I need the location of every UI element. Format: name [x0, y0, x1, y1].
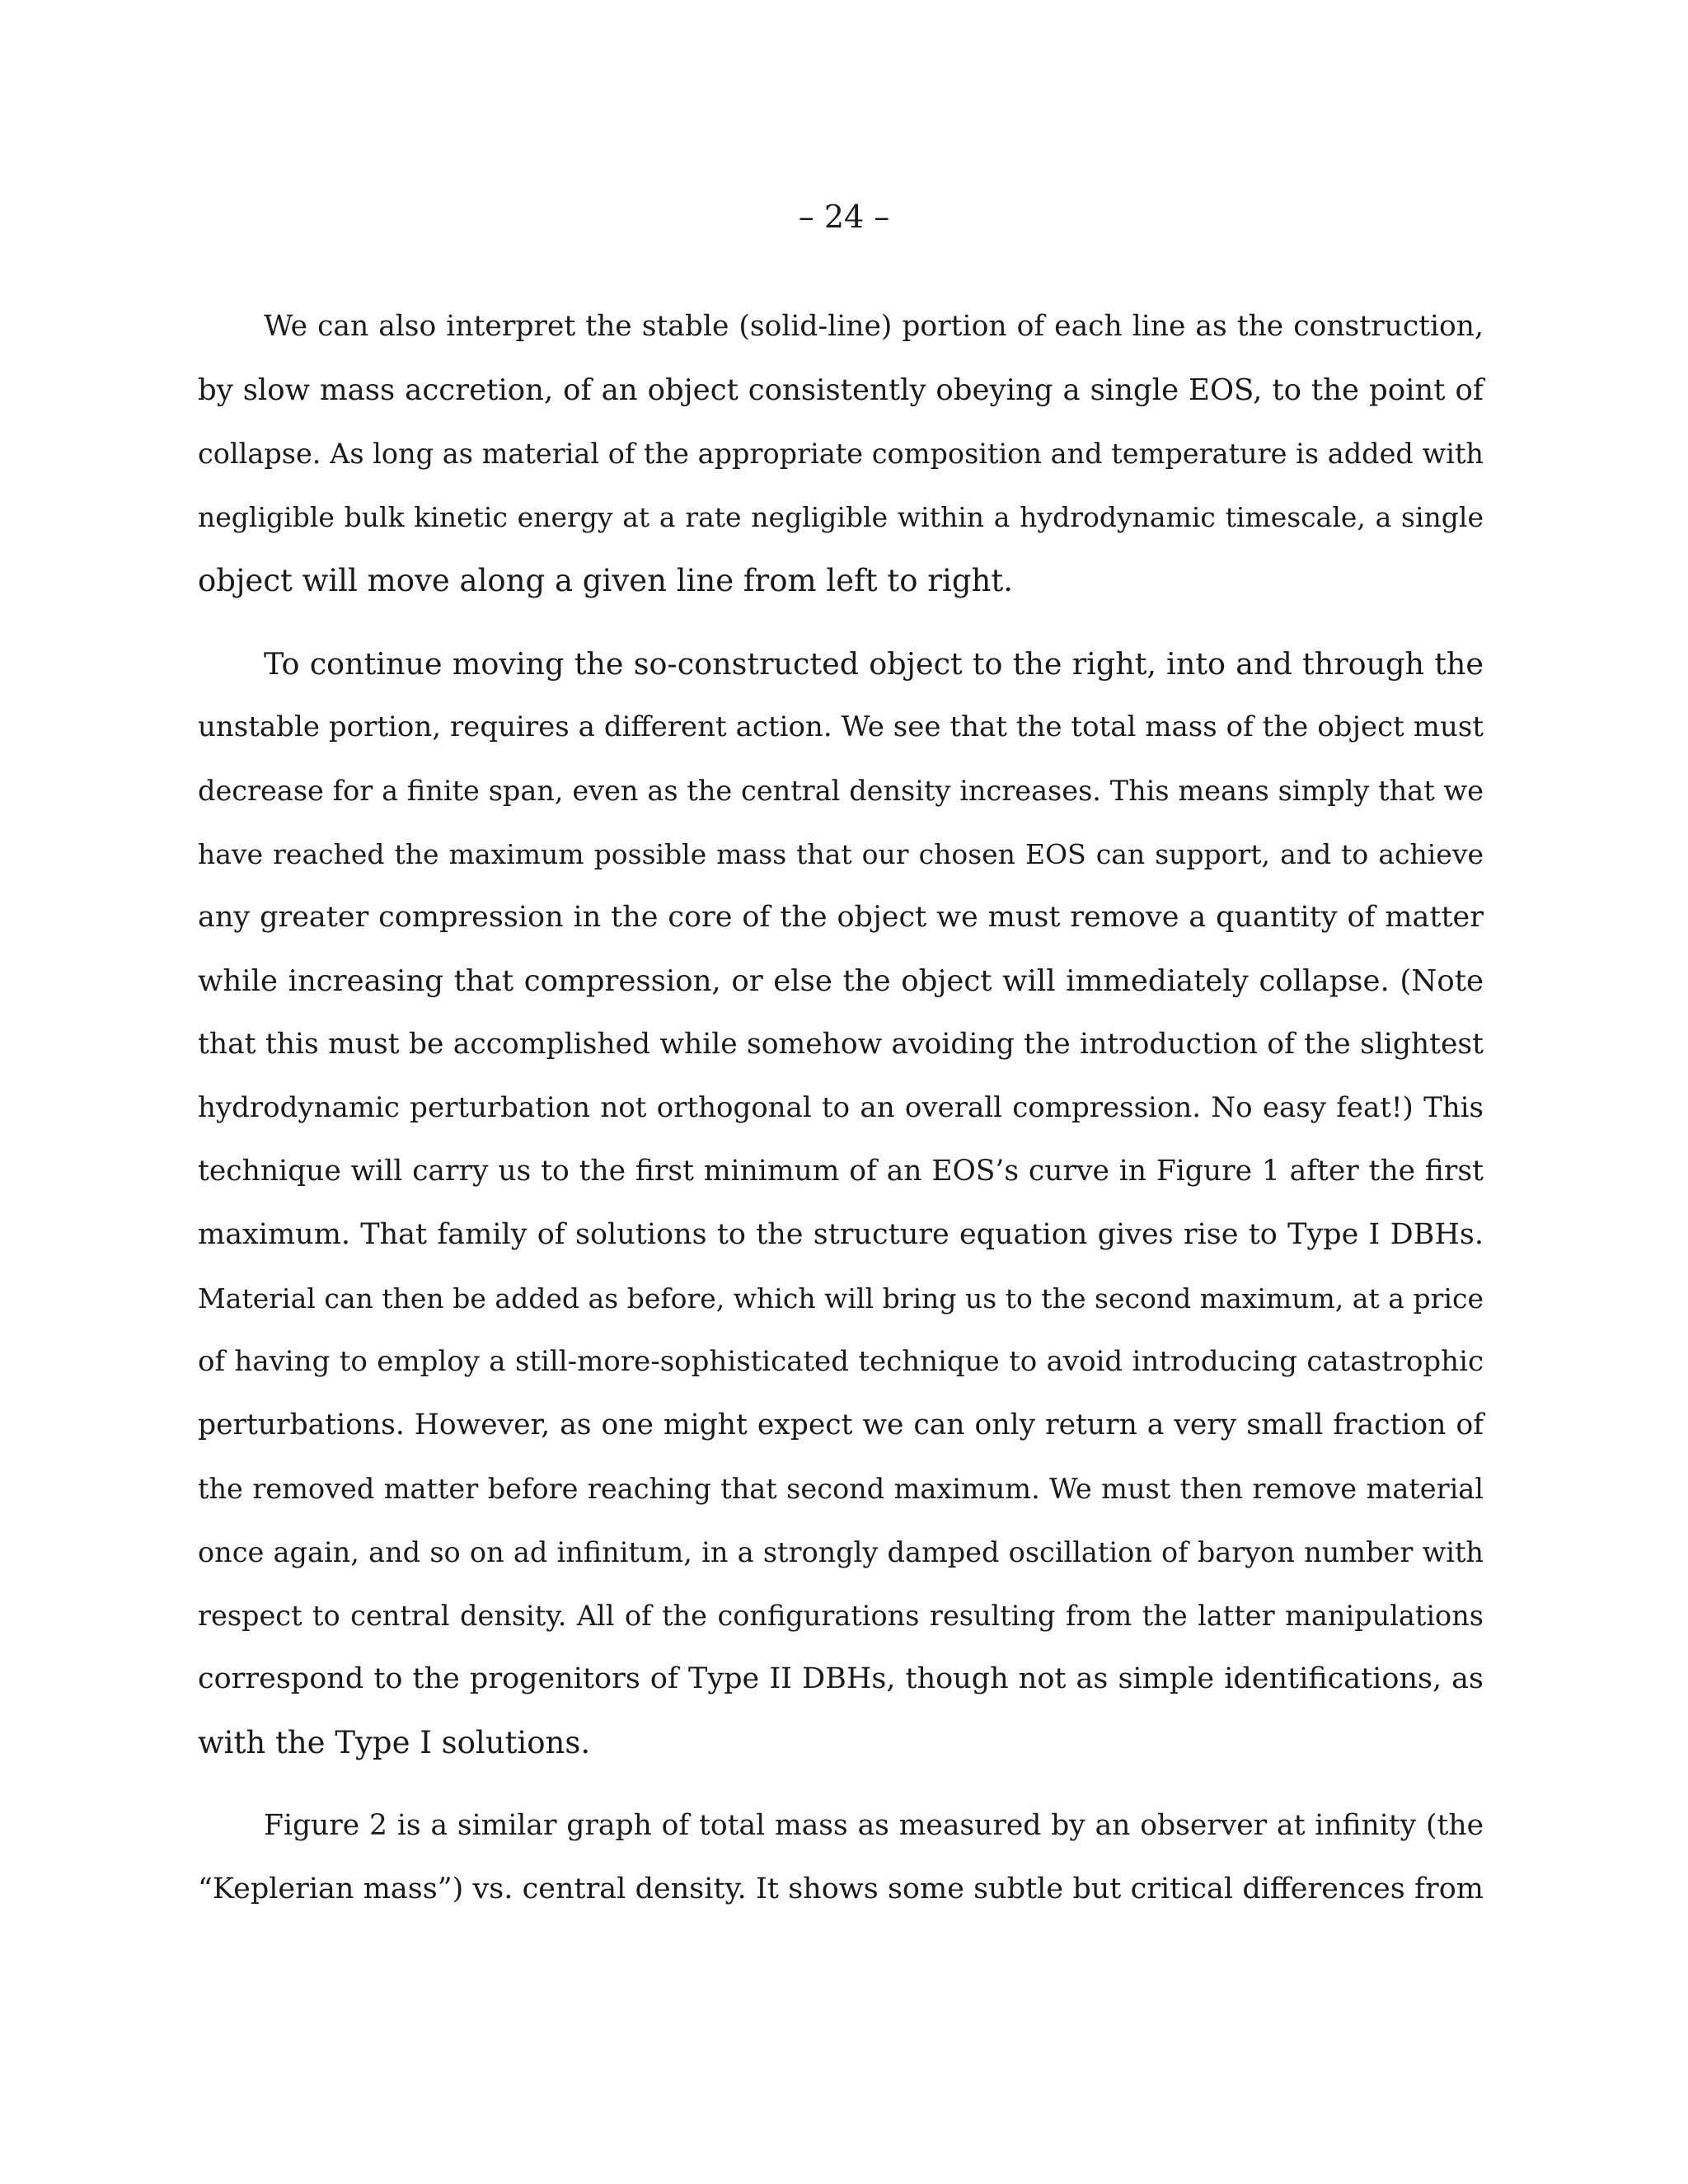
- text-line: of having to employ a still-more-sophisticated technique to avoid introducing catastrophic: [198, 1345, 1484, 1378]
- text-line: correspond to the progenitors of Type II DBHs, though not as simple identifications, as: [198, 1662, 1484, 1695]
- text-line: once again, and so on ad infinitum, in a strongly damped oscillation of baryon number with: [198, 1536, 1484, 1568]
- body-text: [198, 295, 1484, 1921]
- text-line: object will move along a given line from left to right.: [198, 563, 1013, 598]
- text-line: unstable portion, requires a different action. We see that the total mass of the object must: [198, 710, 1484, 743]
- text-line: technique will carry us to the first minimum of an EOS’s curve in Figure 1 after the first: [198, 1155, 1484, 1188]
- paragraph-2: [198, 632, 1484, 1774]
- text-line: any greater compression in the core of the object we must remove a quantity of matter: [198, 901, 1484, 934]
- paragraph-1: [198, 295, 1484, 612]
- text-line: hydrodynamic perturbation not orthogonal to an overall compression. No easy feat!) This: [198, 1091, 1484, 1124]
- text-line: with the Type I solutions.: [198, 1725, 591, 1760]
- text-line: decrease for a finite span, even as the central density increases. This means simply that we: [198, 775, 1484, 807]
- text-line: Material can then be added as before, which will bring us to the second maximum, at a price: [198, 1282, 1484, 1315]
- text-line: maximum. That family of solutions to the structure equation gives rise to Type I DBHs.: [198, 1218, 1484, 1251]
- text-line: by slow mass accretion, of an object consistently obeying a single EOS, to the point of: [198, 373, 1484, 407]
- paragraph-3: [198, 1794, 1484, 1921]
- text-line: We can also interpret the stable (solid-line) portion of each line as the construction,: [264, 310, 1484, 343]
- text-line: “Keplerian mass”) vs. central density. It shows some subtle but critical differences from: [198, 1872, 1484, 1905]
- text-line: have reached the maximum possible mass that our chosen EOS can support, and to achieve: [198, 838, 1484, 870]
- text-line: that this must be accomplished while somehow avoiding the introduction of the slightest: [198, 1028, 1484, 1061]
- text-line: collapse. As long as material of the appropriate composition and temperature is added with: [198, 438, 1484, 470]
- text-line: negligible bulk kinetic energy at a rate negligible within a hydrodynamic timescale, a single: [198, 501, 1484, 533]
- text-line: respect to central density. All of the configurations resulting from the latter manipulations: [198, 1600, 1484, 1632]
- text-line: while increasing that compression, or else the object will immediately collapse. (Note: [198, 964, 1484, 998]
- text-line: To continue moving the so-constructed object to the right, into and through the: [264, 646, 1484, 682]
- text-line: perturbations. However, as one might expect we can only return a very small fraction of: [198, 1408, 1484, 1441]
- text-line: the removed matter before reaching that second maximum. We must then remove material: [198, 1473, 1484, 1505]
- page-number: – 24 –: [798, 199, 890, 235]
- text-line: Figure 2 is a similar graph of total mass as measured by an observer at infinity (the: [264, 1809, 1484, 1842]
